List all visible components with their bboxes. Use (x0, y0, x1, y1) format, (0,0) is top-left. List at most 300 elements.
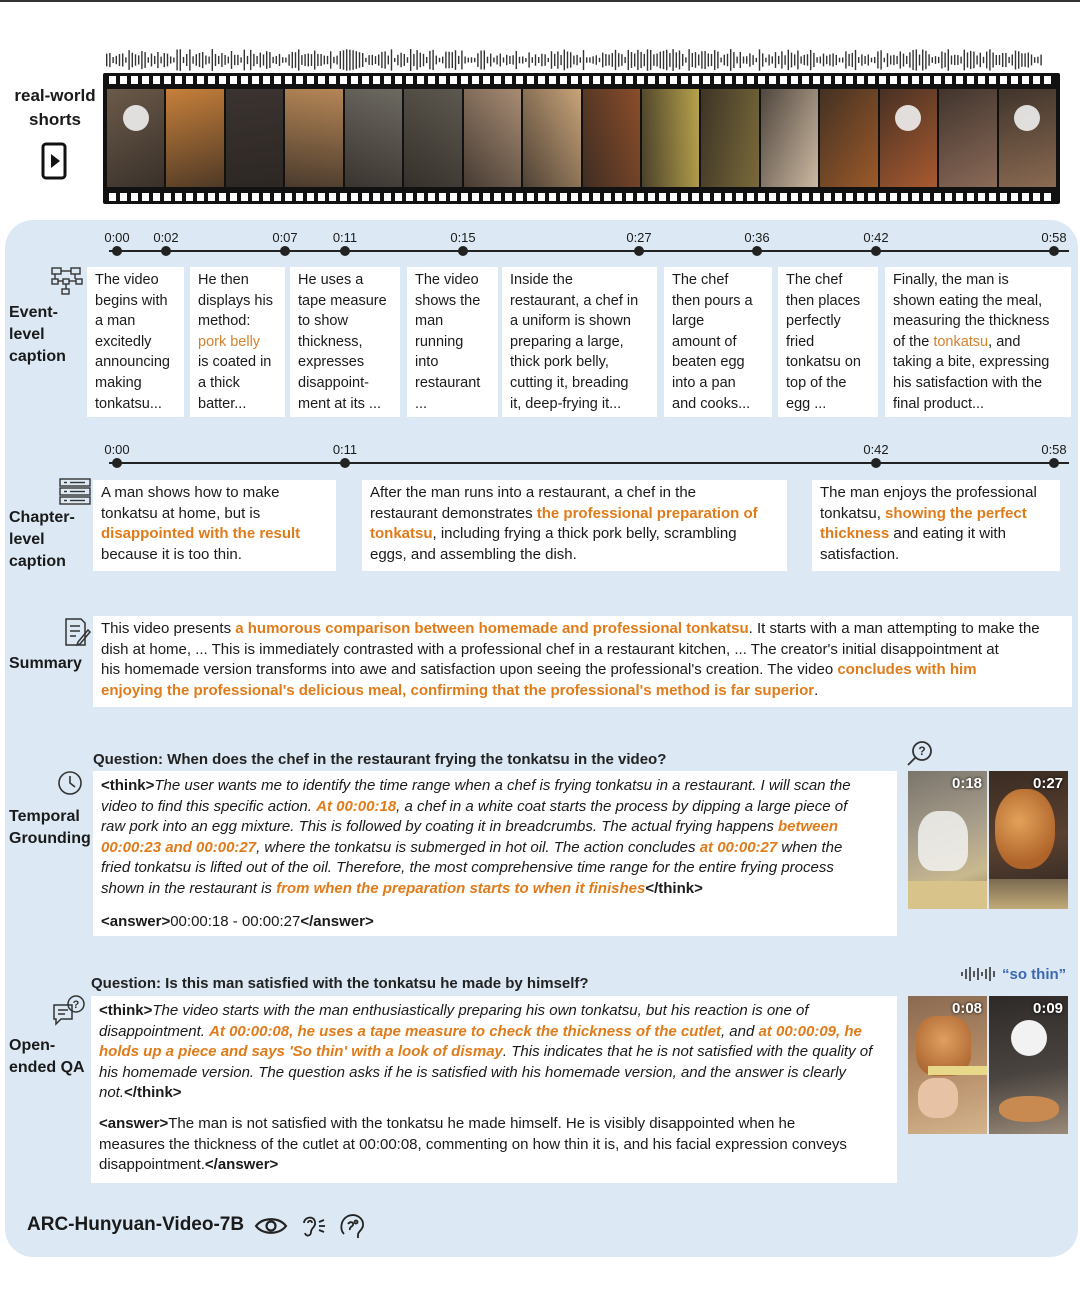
waveform-bar (644, 54, 645, 66)
waveform-bar (676, 52, 677, 67)
event-card-line: tonkatsu... (95, 395, 162, 412)
waveform-bar (212, 49, 213, 71)
event-card-line: The video (95, 272, 159, 288)
fried-cutlet (995, 789, 1055, 869)
waveform-bar (624, 57, 625, 63)
waveform-bar (762, 53, 763, 66)
timeline-tick-label: 0:42 (863, 442, 889, 457)
waveform-bar (839, 58, 840, 63)
waveform-bar (999, 55, 1000, 65)
waveform-bar (493, 58, 494, 63)
waveform-bar (128, 50, 129, 70)
thumb-timestamp: 0:18 (952, 775, 983, 792)
waveform-bar (720, 58, 721, 63)
waveform-bar (980, 53, 981, 67)
waveform-bar (349, 50, 350, 71)
waveform-bar (938, 57, 939, 63)
temporal-grounding-label (9, 806, 91, 850)
temporal-answer: 00:00:18 - 00:00:27 (170, 912, 301, 930)
event-card-line: restaurant (415, 374, 481, 391)
waveform-bar (602, 53, 603, 68)
video-frame (107, 89, 164, 187)
waveform-bar (141, 51, 142, 69)
chapter-card-1-highlight: disappointed with the result (101, 525, 301, 543)
waveform-bar (592, 56, 593, 63)
event-card-line: method: (198, 313, 251, 330)
waveform-bar (314, 51, 315, 70)
answer-open-tag: <answer> (101, 912, 171, 930)
waveform-bar (404, 54, 405, 66)
waveform-bar (260, 53, 261, 68)
video-frame (404, 89, 461, 187)
waveform-bar (442, 57, 443, 64)
waveform-bar (717, 52, 718, 69)
waveform-bar (708, 54, 709, 67)
timeline-tick (280, 246, 290, 256)
waveform-bar (397, 55, 398, 66)
oil-surface (989, 879, 1068, 909)
waveform-bar (637, 50, 638, 70)
waveform-bar (1028, 53, 1029, 68)
chapter-card-1 (93, 480, 336, 571)
waveform-bar (346, 49, 347, 70)
waveform-bar (948, 49, 949, 70)
waveform-bar (711, 54, 712, 66)
waveform-bar (829, 54, 830, 65)
waveform-bar (746, 56, 747, 64)
timeline-tick-label: 0:02 (153, 230, 179, 245)
video-frame (583, 89, 640, 187)
event-card-line: is coated in (198, 354, 272, 371)
waveform-bar (861, 54, 862, 65)
waveform-bar (1024, 53, 1025, 67)
audio-waveform (105, 47, 1045, 73)
waveform-bar (548, 58, 549, 62)
waveform-bar (820, 57, 821, 64)
event-card-line: and cooks... (672, 395, 751, 412)
waveform-bar (807, 54, 808, 65)
audio-quote-text: “so thin” (1002, 965, 1067, 983)
waveform-bar (333, 57, 334, 63)
event-card-line: shown eating the meal, (893, 292, 1043, 309)
chapter-card-1-line: A man shows how to make (101, 484, 280, 501)
waveform-bar (890, 56, 891, 65)
waveform-bar (298, 49, 299, 70)
list-icon (59, 478, 91, 506)
thumb-timestamp: 0:09 (1033, 1000, 1064, 1017)
event-card (407, 267, 498, 417)
waveform-bar (976, 56, 977, 65)
chapter-label-line1: Chapter- (9, 509, 75, 526)
waveform-bar (208, 57, 209, 64)
waveform-bar (269, 52, 270, 68)
chapter-card-3-line: The man enjoys the professional (820, 484, 1037, 501)
openqa-label-line1: Open- (9, 1037, 56, 1054)
event-card-line: cutting it, breading (510, 374, 629, 391)
event-card-line: man (415, 313, 444, 330)
event-label-line2: level (9, 326, 45, 343)
think-open-tag: <think> (99, 1002, 153, 1019)
temporal-thumb-1 (908, 771, 987, 909)
event-card-line: amount of (672, 333, 737, 350)
chapter-timeline (109, 462, 1069, 464)
event-card-line: a thick (198, 374, 240, 391)
waveform-bar (231, 51, 232, 69)
event-card-line: He then (198, 272, 249, 288)
video-frame (166, 89, 223, 187)
event-card-text: tonkatsu (933, 333, 989, 350)
timeline-tick-label: 0:11 (332, 442, 358, 457)
waveform-bar (960, 57, 961, 64)
waveform-bar (666, 50, 667, 71)
waveform-bar (183, 57, 184, 63)
answer-close-tag: </answer> (300, 912, 374, 930)
video-frame (285, 89, 342, 187)
event-card-line: tape measure (298, 292, 387, 309)
waveform-bar (615, 50, 616, 70)
waveform-bar (276, 56, 277, 64)
timeline-tick-label: 0:11 (332, 230, 358, 245)
waveform-bar (509, 56, 510, 64)
timeline-tick (634, 246, 644, 256)
clock-icon (57, 770, 83, 796)
waveform-bar (871, 58, 872, 63)
event-card-line: ... (415, 395, 428, 412)
waveform-bar (253, 54, 254, 67)
waveform-bar (176, 50, 177, 71)
waveform-bar (900, 51, 901, 68)
waveform-bar (685, 57, 686, 62)
chapter-card-2 (362, 480, 787, 571)
waveform-bar (727, 54, 728, 66)
waveform-bar (772, 56, 773, 63)
waveform-bar (608, 55, 609, 66)
timeline-tick-label: 0:58 (1041, 442, 1067, 457)
waveform-bar (292, 52, 293, 68)
flowchart-icon (49, 266, 87, 296)
openqa-answer-text: The man is not satisfied with the tonkatsu he made himself. He is visibly disappointed when he (168, 1114, 796, 1132)
openqa-think-text: . This indicates that he is not satisfied with the quality of (502, 1043, 873, 1061)
waveform-bar (842, 58, 843, 63)
waveform-bar (490, 54, 491, 67)
event-card-line: a uniform is shown (510, 313, 631, 330)
event-card-line: egg ... (786, 395, 827, 412)
waveform-bar (144, 52, 145, 68)
waveform-bar (282, 57, 283, 63)
waveform-bar (852, 53, 853, 67)
chapter-level-label (9, 507, 75, 573)
waveform-bar (589, 57, 590, 62)
timeline-tick-label: 0:58 (1041, 230, 1067, 245)
waveform-bar (628, 50, 629, 70)
waveform-bar (480, 51, 481, 70)
waveform-bar (1040, 55, 1041, 66)
waveform-bar (967, 52, 968, 67)
video-phone-icon (41, 142, 67, 180)
waveform-bar (186, 54, 187, 66)
temporal-label-line2: Grounding (9, 830, 91, 847)
waveform-bar (250, 50, 251, 70)
open-ended-qa-label (9, 1035, 85, 1079)
model-name: ARC-Hunyuan-Video-7B (27, 1214, 245, 1235)
waveform-bar (368, 55, 369, 65)
openqa-answer-text: disappointment. (99, 1156, 205, 1174)
waveform-bar (394, 58, 395, 62)
waveform-bar (528, 52, 529, 67)
waveform-bar (756, 58, 757, 62)
temporal-think-text: The user wants me to identify the time range when a chef is frying tonkatsu in a restaurant. I will scan the (154, 777, 851, 794)
chapter-card-3-text: tonkatsu, (820, 504, 886, 522)
event-card-line: ment at its ... (298, 395, 381, 412)
waveform-bar (522, 57, 523, 64)
chapter-card-3 (812, 480, 1060, 571)
waveform-bar (580, 57, 581, 62)
chapter-label-line3: caption (9, 553, 66, 570)
waveform-bar (836, 55, 837, 65)
waveform-bar (932, 57, 933, 63)
waveform-bar (416, 50, 417, 70)
waveform-bar (653, 54, 654, 66)
waveform-bar (864, 56, 865, 64)
waveform-bar (138, 55, 139, 64)
waveform-bar (992, 53, 993, 68)
waveform-bar (964, 50, 965, 71)
openqa-think-text: his homemade version. The question asks if he is satisfied with his homemade version, and the answer is clearly (99, 1063, 847, 1081)
eye-icon (254, 1215, 288, 1237)
event-card-line: final product... (893, 395, 985, 412)
waveform-bar (919, 55, 920, 66)
waveform-bar (743, 57, 744, 64)
waveform-bar (410, 49, 411, 71)
event-card-line: announcing (95, 354, 170, 371)
event-card-line: running (415, 333, 464, 350)
waveform-bar (445, 52, 446, 69)
timeline-tick (340, 458, 350, 468)
waveform-bar (135, 54, 136, 65)
openqa-think-text: The video starts with the man enthusiastically preparing his own tonkatsu, but his reaction is one of (152, 1002, 809, 1019)
waveform-bar (781, 51, 782, 68)
openqa-label-line2: ended QA (9, 1059, 85, 1076)
waveform-bar (551, 51, 552, 69)
event-card-line: He uses a (298, 272, 364, 288)
waveform-bar (605, 54, 606, 66)
waveform-bar (631, 52, 632, 68)
waveform-bar (330, 51, 331, 68)
waveform-bar (116, 56, 117, 64)
chapter-label-line2: level (9, 531, 45, 548)
openqa-question: Question: Is this man satisfied with the tonkatsu he made by himself? (91, 975, 589, 992)
event-card-line: Finally, the man is (893, 272, 1009, 288)
waveform-bar (909, 52, 910, 67)
waveform-bar (804, 55, 805, 65)
openqa-answer-text: measures the thickness of the cutlet at 00:00:08, commenting on how thin it is, and his facial expression conveys (99, 1135, 847, 1153)
temporal-think-highlight: 00:00:23 and 00:00:27 (101, 838, 257, 856)
waveform-bar (813, 53, 814, 67)
waveform-bar (714, 50, 715, 70)
waveform-bar (285, 58, 286, 63)
waveform-bar (432, 50, 433, 70)
waveform-bar (660, 52, 661, 69)
waveform-bar (906, 56, 907, 64)
waveform-bar (640, 52, 641, 68)
waveform-bar (106, 54, 107, 67)
chapter-card-3-line: satisfaction. (820, 545, 900, 563)
waveform-bar (621, 54, 622, 66)
waveform-bar (295, 52, 296, 68)
waveform-bar (845, 51, 846, 68)
waveform-bar (928, 54, 929, 65)
waveform-bar (893, 55, 894, 65)
waveform-bar (679, 51, 680, 70)
waveform-bar (858, 57, 859, 63)
waveform-bar (724, 55, 725, 66)
answer-open-tag: <answer> (99, 1114, 169, 1132)
waveform-bar (160, 57, 161, 64)
temporal-think-text: fried tonkatsu is lifted out of the oil. Therefore, the most comprehensive time range for the entire frying process (101, 859, 834, 877)
event-card-line: to show (298, 313, 348, 330)
waveform-bar (519, 57, 520, 64)
event-card-line: pork belly (198, 333, 261, 350)
event-card-line: his satisfaction with the (893, 374, 1043, 391)
chapter-card-2-line: After the man runs into a restaurant, a chef in the (370, 484, 697, 501)
waveform-bar (538, 57, 539, 63)
waveform-bar (1008, 57, 1009, 63)
chapter-card-3-text: and eating it with (889, 525, 1006, 543)
event-card-line: it, deep-frying it... (510, 395, 622, 412)
waveform-bar (922, 50, 923, 71)
waveform-bar (266, 51, 267, 69)
timeline-tick (161, 246, 171, 256)
waveform-bar (800, 56, 801, 63)
waveform-bar (1012, 55, 1013, 66)
waveform-bar (1018, 51, 1019, 68)
waveform-bar (356, 51, 357, 69)
waveform-bar (855, 50, 856, 70)
chapter-card-3-highlight: showing the perfect (885, 504, 1027, 522)
event-card-line: perfectly (786, 313, 841, 330)
tape-measure (928, 1066, 987, 1075)
waveform-bar (794, 54, 795, 65)
waveform-bar (237, 55, 238, 65)
waveform-bar (343, 50, 344, 70)
waveform-bar (573, 56, 574, 65)
waveform-bar (996, 55, 997, 65)
video-frame (999, 89, 1056, 187)
waveform-bar (532, 57, 533, 63)
waveform-bar (535, 54, 536, 65)
waveform-bar (650, 50, 651, 70)
chapter-card-1-line: because it is too thin. (101, 545, 242, 563)
summary-card (93, 616, 1072, 707)
event-card (87, 267, 184, 417)
waveform-bar (388, 56, 389, 65)
waveform-bar (586, 57, 587, 63)
waveform-bar (487, 57, 488, 64)
waveform-bar (887, 53, 888, 67)
timeline-tick-label: 0:00 (104, 230, 130, 245)
source-label-line1: real-world (14, 86, 96, 105)
waveform-bar (407, 57, 408, 63)
waveform-bar (1037, 57, 1038, 64)
waveform-bar (848, 54, 849, 66)
openqa-think-highlight: at 00:00:09, he (758, 1022, 862, 1040)
event-card-line: restaurant, a chef in (510, 292, 639, 309)
waveform-bar (957, 55, 958, 65)
waveform-bar (596, 55, 597, 65)
event-card-line: The video (415, 272, 479, 288)
waveform-bar (400, 53, 401, 67)
waveform-bar (765, 58, 766, 63)
timeline-tick (1049, 458, 1059, 468)
event-card-line: making (95, 374, 142, 391)
waveform-bar (192, 56, 193, 63)
waveform-bar (941, 52, 942, 69)
event-card-line: shows the (415, 292, 481, 309)
openqa-think-text: not. (99, 1084, 125, 1102)
waveform-bar (903, 54, 904, 67)
timeline-tick (112, 458, 122, 468)
waveform-bar (1005, 53, 1006, 67)
waveform-bar (986, 52, 987, 69)
chapter-card-2-line: eggs, and assembling the dish. (370, 545, 577, 563)
video-frame (523, 89, 580, 187)
event-card-line: begins with (95, 292, 168, 309)
waveform-bar (362, 53, 363, 67)
timeline-tick-label: 0:36 (744, 230, 770, 245)
waveform-bar (448, 52, 449, 69)
temporal-answer-box (93, 771, 897, 936)
event-card-line: expresses (298, 354, 365, 371)
waveform-bar (372, 55, 373, 65)
waveform-bar (704, 51, 705, 69)
video-frame (820, 89, 877, 187)
waveform-bar (132, 53, 133, 68)
face-blur (1011, 1020, 1047, 1056)
waveform-bar (544, 54, 545, 66)
waveform-bar (698, 55, 699, 66)
video-frame (939, 89, 996, 187)
waveform-bar (944, 53, 945, 68)
waveform-bar (452, 52, 453, 68)
waveform-bar (826, 56, 827, 64)
waveform-bar (196, 54, 197, 65)
thin-cutlet (999, 1096, 1059, 1122)
event-card (664, 267, 772, 417)
temporal-think-text: shown in the restaurant is (101, 879, 277, 897)
waveform-bar (170, 56, 171, 63)
waveform-bar (935, 56, 936, 64)
waveform-bar (311, 54, 312, 66)
waveform-bar (778, 56, 779, 64)
video-frame (701, 89, 758, 187)
waveform-bar (884, 58, 885, 63)
waveform-bar (215, 54, 216, 66)
waveform-bar (471, 57, 472, 63)
waveform-bar (1031, 55, 1032, 66)
summary-label: Summary (9, 655, 82, 672)
event-card-text: of the (893, 333, 934, 350)
temporal-think-text: raw pork into an egg mixture. This is followed by coating it in breadcrumbs. The actual frying happens (101, 818, 779, 836)
waveform-bar (663, 51, 664, 69)
event-card-line: displays his (198, 292, 273, 309)
video-frames (107, 89, 1056, 187)
waveform-bar (301, 55, 302, 65)
thumb-timestamp: 0:27 (1033, 775, 1064, 792)
waveform-bar (768, 55, 769, 66)
waveform-bar (701, 51, 702, 68)
film-strip (103, 73, 1060, 204)
waveform-bar (173, 58, 174, 63)
